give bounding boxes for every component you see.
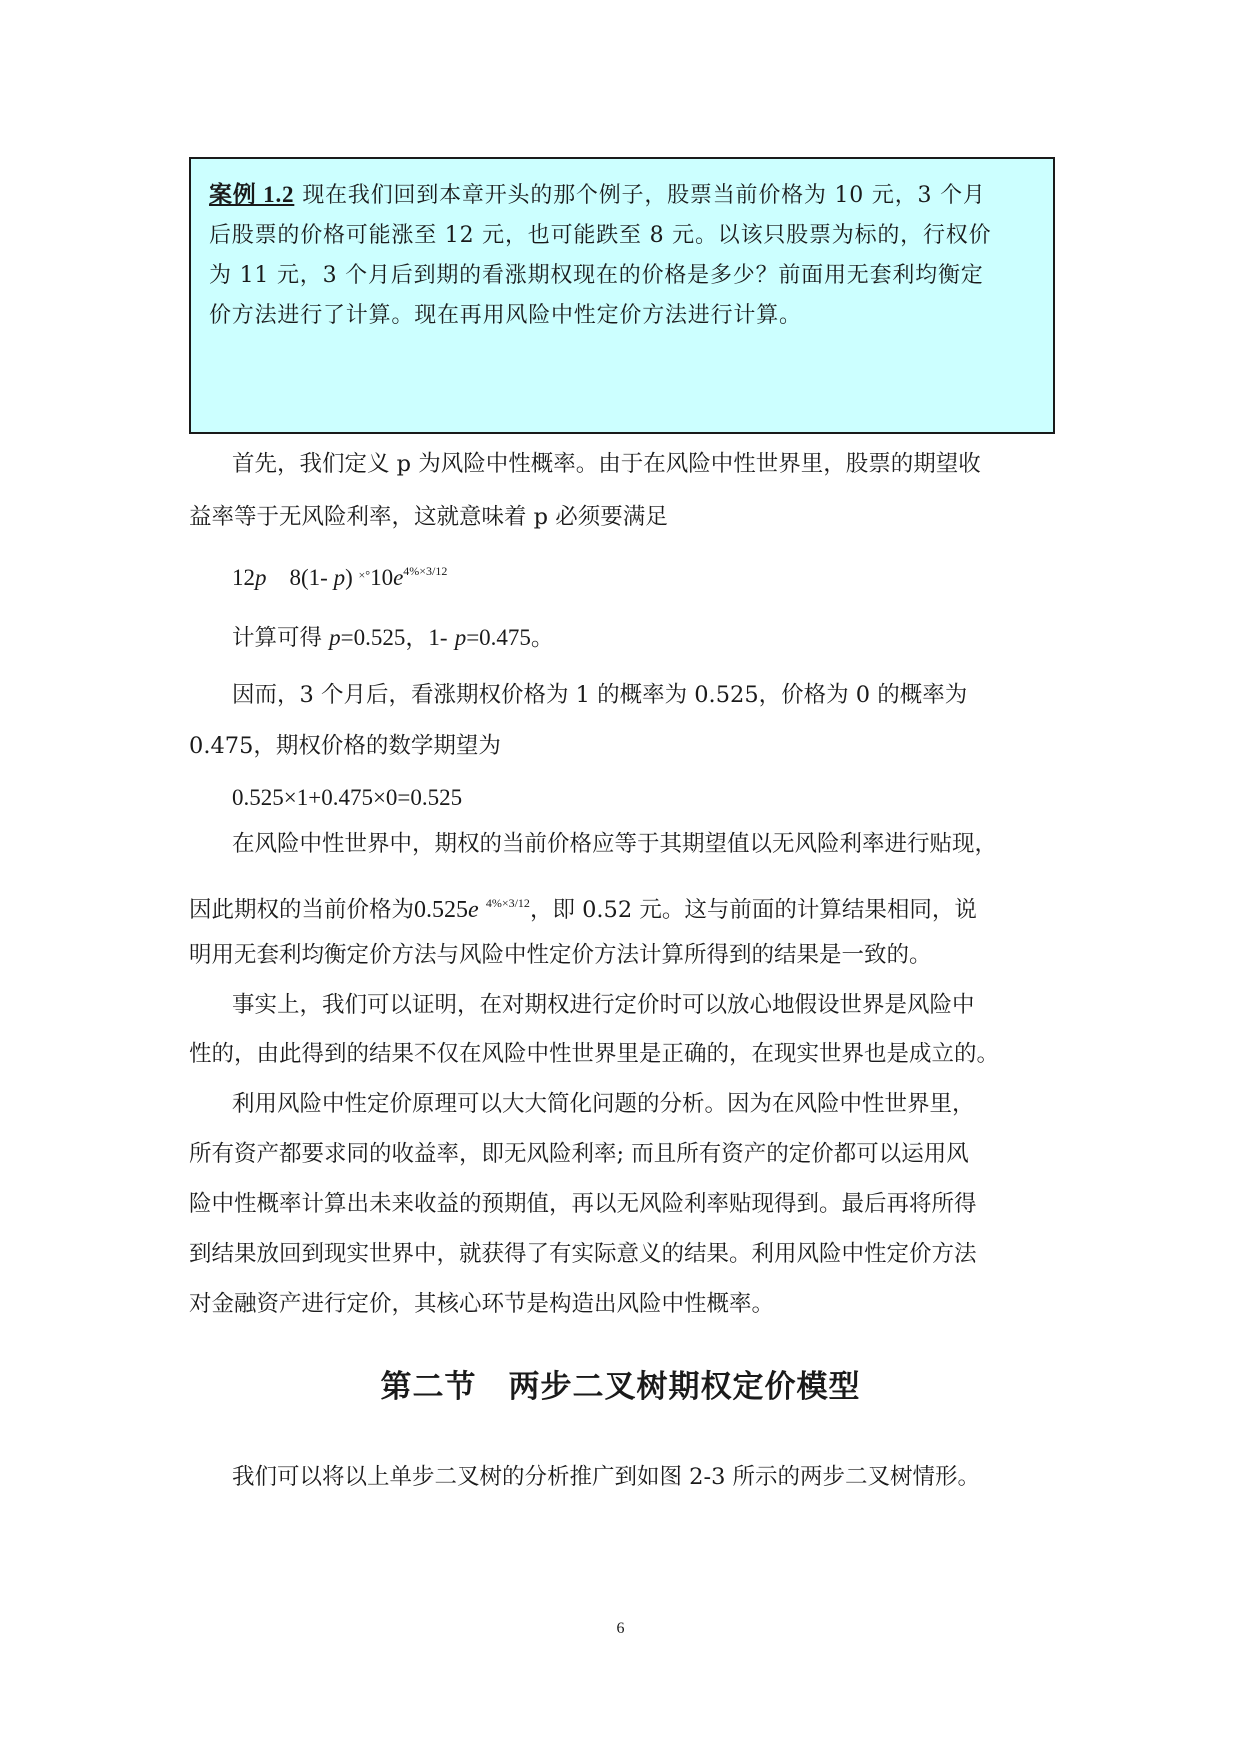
case-label: 案例 1.2 xyxy=(209,182,295,207)
eq1-part2: 8(1- xyxy=(289,565,328,590)
calc-mid: =0.525，1- xyxy=(340,625,448,650)
p3-exponent: 4%×3/12 xyxy=(485,896,530,910)
case-text-1: 现在我们回到本章开头的那个例子，股票当前价格为 10 元，3 个月 xyxy=(302,183,986,208)
case-line-4: 价方法进行了计算。现在再用风险中性定价方法进行计算。 xyxy=(209,303,802,328)
calculation-result xyxy=(232,623,554,653)
case-line-3: 为 11 元，3 个月后到期的看涨期权现在的价格是多少？前面用无套利均衡定 xyxy=(209,263,984,288)
paragraph-1-line-1: 首先，我们定义 p 为风险中性概率。由于在风险中性世界里，股票的期望收 xyxy=(232,451,981,477)
paragraph-5-line-2: 所有资产都要求同的收益率，即无风险利率; 而且所有资产的定价都可以运用风 xyxy=(189,1141,969,1167)
eq1-part3: ) xyxy=(345,565,353,590)
eq1-mark: ×° xyxy=(358,568,371,582)
p3-var-e: e xyxy=(468,897,479,923)
page-number: 6 xyxy=(616,1620,625,1637)
section-intro: 我们可以将以上单步二叉树的分析推广到如图 2-3 所示的两步二叉树情形。 xyxy=(232,1464,981,1490)
eq1-part4: 10 xyxy=(370,565,394,590)
equation-risk-neutral xyxy=(232,556,447,593)
eq1-exponent: 4%×3/12 xyxy=(403,564,448,578)
calc-var-p1: p xyxy=(329,625,341,650)
p3-prefix: 因此期权的当前价格为 xyxy=(189,897,415,923)
eq1-var-e: e xyxy=(393,565,404,590)
calc-prefix: 计算可得 xyxy=(232,625,330,651)
eq1-part1: 12 xyxy=(232,565,255,590)
eq1-var-p: p xyxy=(255,565,267,590)
section-heading: 第二节 两步二叉树期权定价模型 xyxy=(380,1369,861,1405)
paragraph-5-line-5: 对金融资产进行定价，其核心环节是构造出风险中性概率。 xyxy=(189,1291,775,1317)
paragraph-3-line-3: 明用无套利均衡定价方法与风险中性定价方法计算所得到的结果是一致的。 xyxy=(189,942,932,968)
paragraph-5-line-1: 利用风险中性定价原理可以大大简化问题的分析。因为在风险中性世界里， xyxy=(232,1091,975,1117)
paragraph-2-line-2: 0.475，期权价格的数学期望为 xyxy=(189,733,501,759)
eq1-var-p2: p xyxy=(333,565,346,590)
equation-expectation: 0.525×1+0.475×0=0.525 xyxy=(232,785,463,810)
paragraph-4-line-1: 事实上，我们可以证明，在对期权进行定价时可以放心地假设世界是风险中 xyxy=(232,992,975,1018)
calc-var-p2: p xyxy=(454,625,467,650)
paragraph-5-line-4: 到结果放回到现实世界中，就获得了有实际意义的结果。利用风险中性定价方法 xyxy=(189,1241,977,1267)
case-line-1 xyxy=(209,175,1035,216)
paragraph-3-line-1: 在风险中性世界中，期权的当前价格应等于其期望值以无风险利率进行贴现， xyxy=(232,831,998,857)
case-study-box xyxy=(189,157,1055,434)
paragraph-3-line-2 xyxy=(189,888,977,925)
paragraph-1-line-2: 益率等于无风险利率，这就意味着 p 必须要满足 xyxy=(189,504,668,530)
paragraph-2-line-1: 因而，3 个月后，看涨期权价格为 1 的概率为 0.525，价格为 0 的概率为 xyxy=(232,682,968,708)
paragraph-5-line-3: 险中性概率计算出未来收益的预期值，再以无风险利率贴现得到。最后再将所得 xyxy=(189,1191,977,1217)
p3-value: 0.525 xyxy=(414,897,469,923)
paragraph-4-line-2: 性的，由此得到的结果不仅在风险中性世界里是正确的，在现实世界也是成立的。 xyxy=(189,1041,1000,1067)
case-line-2: 后股票的价格可能涨至 12 元，也可能跌至 8 元。以该只股票为标的，行权价 xyxy=(209,223,992,248)
p3-suffix: ，即 0.52 元。这与前面的计算结果相同，说 xyxy=(529,897,977,923)
calc-suffix: =0.475。 xyxy=(466,625,554,650)
